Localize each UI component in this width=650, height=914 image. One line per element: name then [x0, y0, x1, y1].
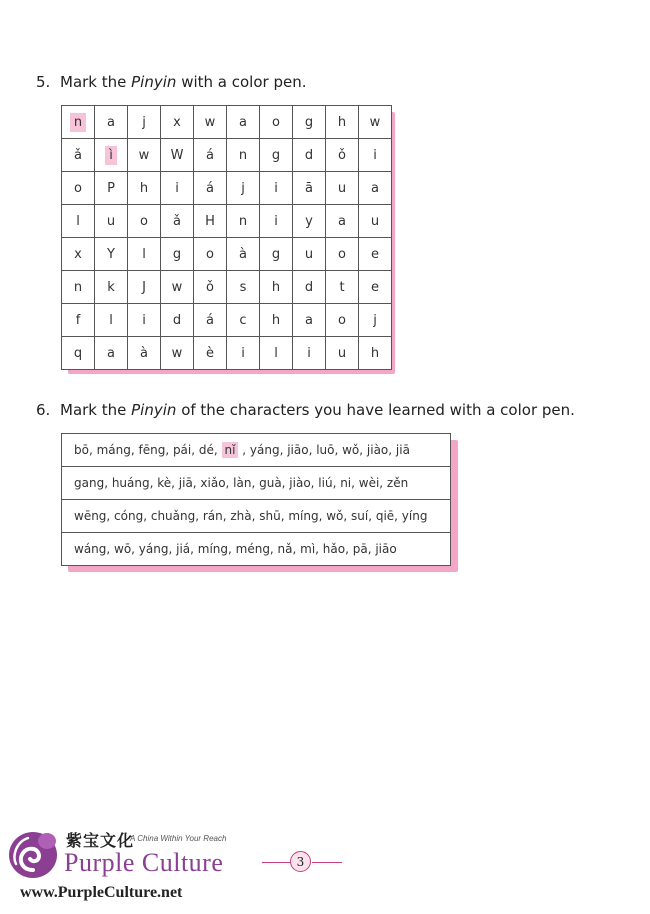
syllable-text: wáng, wō, yáng, jiá, míng, méng, nǎ, mì, hǎo, pā, jiāo	[74, 542, 397, 556]
grid-letter: á	[206, 147, 214, 163]
grid-cell[interactable]	[62, 337, 95, 370]
grid-cell[interactable]	[194, 271, 227, 304]
grid-letter: a	[107, 345, 115, 361]
grid-letter: i	[274, 180, 278, 196]
grid-letter: j	[142, 114, 146, 130]
grid-letter: w	[369, 114, 381, 130]
grid-cell[interactable]	[95, 205, 128, 238]
syllable-text: , yáng, jiāo, luō, wǒ, jiào, jiā	[238, 443, 410, 457]
grid-cell[interactable]	[95, 238, 128, 271]
grid-cell[interactable]	[359, 337, 392, 370]
grid-cell[interactable]	[227, 271, 260, 304]
grid-letter: w	[171, 345, 183, 361]
grid-cell[interactable]	[359, 139, 392, 172]
grid-cell[interactable]	[194, 238, 227, 271]
grid-letter: g	[304, 114, 314, 130]
grid-cell[interactable]	[326, 271, 359, 304]
syllable-row	[62, 500, 451, 533]
grid-cell[interactable]	[95, 106, 128, 139]
grid-cell[interactable]	[359, 238, 392, 271]
grid-letter: a	[338, 213, 346, 229]
grid-cell[interactable]	[128, 271, 161, 304]
question-number: 5.	[36, 73, 51, 91]
swirl-logo-icon	[8, 828, 62, 880]
question-text: of the characters you have learned with a color pen.	[176, 401, 575, 419]
grid-letter: ǎ	[173, 213, 181, 229]
grid-cell[interactable]	[227, 106, 260, 139]
grid-cell[interactable]	[260, 172, 293, 205]
grid-cell[interactable]	[326, 205, 359, 238]
grid-letter: g	[172, 246, 182, 262]
grid-letter: ì	[105, 146, 117, 165]
grid-cell[interactable]	[326, 172, 359, 205]
grid-letter: l	[109, 312, 113, 328]
grid-letter: n	[73, 279, 83, 295]
grid-cell[interactable]	[62, 205, 95, 238]
grid-cell[interactable]	[359, 271, 392, 304]
grid-cell[interactable]	[161, 172, 194, 205]
grid-cell[interactable]	[95, 139, 128, 172]
grid-cell[interactable]	[260, 238, 293, 271]
syllable-cell[interactable]	[62, 533, 451, 566]
grid-letter: è	[206, 345, 214, 361]
syllable-text: wēng, cóng, chuǎng, rán, zhà, shū, míng, wǒ, suí, qiē, yíng	[74, 509, 428, 523]
grid-cell[interactable]	[227, 205, 260, 238]
grid-letter: n	[238, 213, 248, 229]
grid-letter: á	[206, 312, 214, 328]
logo-name: Purple Culture	[64, 848, 224, 877]
grid-row	[62, 337, 392, 370]
grid-row	[62, 271, 392, 304]
grid-cell[interactable]	[359, 172, 392, 205]
grid-cell[interactable]	[227, 172, 260, 205]
grid-letter: j	[241, 180, 245, 196]
grid-cell[interactable]	[95, 337, 128, 370]
grid-letter: l	[76, 213, 80, 229]
syllable-cell[interactable]	[62, 434, 451, 467]
grid-letter: ǒ	[206, 279, 214, 295]
grid-letter: s	[239, 279, 247, 295]
grid-letter: y	[305, 213, 313, 229]
grid-letter: t	[339, 279, 345, 295]
syllable-list-table	[61, 433, 451, 566]
syllable-text: gang, huáng, kè, jiā, xiǎo, làn, guà, jiào, liú, ni, wèi, zěn	[74, 476, 409, 490]
grid-letter: i	[307, 345, 311, 361]
grid-row	[62, 304, 392, 337]
grid-cell[interactable]	[326, 238, 359, 271]
grid-cell[interactable]	[293, 271, 326, 304]
grid-letter: h	[370, 345, 380, 361]
grid-letter: i	[175, 180, 179, 196]
grid-letter: h	[139, 180, 149, 196]
question-number: 6.	[36, 401, 51, 419]
grid-cell[interactable]	[62, 304, 95, 337]
grid-cell[interactable]	[359, 304, 392, 337]
grid-letter: H	[205, 213, 215, 229]
grid-letter: x	[74, 246, 82, 262]
grid-cell[interactable]	[62, 106, 95, 139]
question-italic: Pinyin	[131, 73, 177, 91]
grid-letter: o	[272, 114, 280, 130]
grid-letter: a	[371, 180, 379, 196]
syllable-row	[62, 467, 451, 500]
grid-cell[interactable]	[326, 304, 359, 337]
grid-letter: ā	[305, 180, 313, 196]
grid-letter: d	[304, 147, 314, 163]
grid-letter: j	[373, 312, 377, 328]
grid-cell[interactable]	[194, 337, 227, 370]
grid-letter: u	[370, 213, 380, 229]
grid-letter: Y	[107, 246, 115, 262]
grid-letter: u	[304, 246, 314, 262]
grid-letter: ǎ	[74, 147, 82, 163]
grid-cell[interactable]	[62, 172, 95, 205]
grid-cell[interactable]	[95, 172, 128, 205]
syllable-cell[interactable]	[62, 467, 451, 500]
grid-letter: e	[371, 279, 379, 295]
grid-cell[interactable]	[128, 337, 161, 370]
grid-cell[interactable]	[227, 139, 260, 172]
grid-letter: k	[107, 279, 115, 295]
grid-letter: i	[373, 147, 377, 163]
grid-letter: o	[206, 246, 214, 262]
pinyin-letter-grid	[61, 105, 388, 367]
grid-cell[interactable]	[194, 205, 227, 238]
grid-letter: o	[338, 312, 346, 328]
highlighted-syllable: nǐ	[222, 442, 239, 458]
question-text: Mark the	[60, 401, 132, 419]
grid-cell[interactable]	[128, 238, 161, 271]
grid-cell[interactable]	[260, 337, 293, 370]
grid-letter: ǒ	[338, 147, 346, 163]
grid-cell[interactable]	[359, 106, 392, 139]
grid-letter: w	[171, 279, 183, 295]
grid-letter: n	[70, 113, 86, 132]
page-number-line-right	[312, 862, 342, 863]
grid-cell[interactable]	[128, 106, 161, 139]
grid-letter: u	[337, 345, 347, 361]
grid-cell[interactable]	[293, 205, 326, 238]
grid-cell[interactable]	[293, 337, 326, 370]
grid-cell[interactable]	[161, 304, 194, 337]
grid-letter: d	[304, 279, 314, 295]
grid-letter: q	[73, 345, 83, 361]
logo-chinese-text: 紫宝文化	[66, 831, 135, 850]
grid-cell[interactable]	[194, 304, 227, 337]
grid-row	[62, 172, 392, 205]
grid-letter: u	[106, 213, 116, 229]
page-number: 3	[290, 851, 311, 872]
grid-cell[interactable]	[293, 304, 326, 337]
grid-letter: g	[271, 147, 281, 163]
purple-culture-logo	[8, 826, 248, 906]
syllable-cell[interactable]	[62, 500, 451, 533]
grid-cell[interactable]	[260, 271, 293, 304]
grid-letter: n	[238, 147, 248, 163]
grid-row	[62, 139, 392, 172]
grid-cell[interactable]	[161, 337, 194, 370]
grid-letter: h	[271, 279, 281, 295]
question-italic: Pinyin	[131, 401, 177, 419]
grid-letter: i	[241, 345, 245, 361]
grid-letter: W	[170, 147, 184, 163]
grid-letter: e	[371, 246, 379, 262]
question-5-title	[36, 73, 306, 91]
grid-cell[interactable]	[95, 271, 128, 304]
question-text: with a color pen.	[176, 73, 307, 91]
grid-letter: x	[173, 114, 181, 130]
grid-letter: J	[142, 279, 146, 295]
grid-letter: o	[140, 213, 148, 229]
grid-letter: w	[138, 147, 150, 163]
grid-letter: c	[239, 312, 247, 328]
grid-cell[interactable]	[161, 106, 194, 139]
grid-cell[interactable]	[293, 172, 326, 205]
grid-cell[interactable]	[161, 139, 194, 172]
grid-row	[62, 238, 392, 271]
grid-cell[interactable]	[260, 106, 293, 139]
grid-letter: a	[305, 312, 313, 328]
question-6-title	[36, 401, 575, 419]
grid-cell[interactable]	[161, 205, 194, 238]
grid-letter: f	[75, 312, 81, 328]
grid-cell[interactable]	[128, 172, 161, 205]
question-text: Mark the	[60, 73, 132, 91]
grid-letter: à	[140, 345, 148, 361]
grid-cell[interactable]	[62, 238, 95, 271]
grid-letter: P	[107, 180, 115, 196]
grid-cell[interactable]	[359, 205, 392, 238]
grid-cell[interactable]	[194, 139, 227, 172]
grid-letter: á	[206, 180, 214, 196]
grid-row	[62, 106, 392, 139]
grid-cell[interactable]	[227, 337, 260, 370]
syllable-row	[62, 434, 451, 467]
syllable-text: bō, máng, fēng, pái, dé,	[74, 443, 222, 457]
grid-letter: i	[142, 312, 146, 328]
grid-cell[interactable]	[128, 205, 161, 238]
grid-letter: l	[142, 246, 146, 262]
grid-cell[interactable]	[293, 139, 326, 172]
grid-letter: u	[337, 180, 347, 196]
grid-letter: o	[74, 180, 82, 196]
grid-cell[interactable]	[293, 106, 326, 139]
grid-cell[interactable]	[128, 139, 161, 172]
grid-cell[interactable]	[260, 205, 293, 238]
grid-letter: w	[204, 114, 216, 130]
grid-letter: g	[271, 246, 281, 262]
logo-tagline: A China Within Your Reach	[130, 834, 227, 843]
grid-cell[interactable]	[62, 139, 95, 172]
grid-cell[interactable]	[128, 304, 161, 337]
grid-cell[interactable]	[326, 106, 359, 139]
grid-letter: à	[239, 246, 247, 262]
syllable-list	[61, 433, 451, 565]
grid-letter: l	[274, 345, 278, 361]
logo-url: www.PurpleCulture.net	[20, 884, 183, 901]
grid-cell[interactable]	[161, 238, 194, 271]
grid-cell[interactable]	[227, 238, 260, 271]
grid-cell[interactable]	[260, 139, 293, 172]
grid-letter: a	[107, 114, 115, 130]
syllable-row	[62, 533, 451, 566]
grid-cell[interactable]	[161, 271, 194, 304]
grid-cell[interactable]	[260, 304, 293, 337]
grid-cell[interactable]	[227, 304, 260, 337]
grid-row	[62, 205, 392, 238]
grid-cell[interactable]	[62, 271, 95, 304]
grid-cell[interactable]	[194, 106, 227, 139]
grid-cell[interactable]	[293, 238, 326, 271]
grid-cell[interactable]	[326, 139, 359, 172]
grid-cell[interactable]	[326, 337, 359, 370]
grid-letter: d	[172, 312, 182, 328]
grid-letter: a	[239, 114, 247, 130]
grid-cell[interactable]	[95, 304, 128, 337]
grid-letter: h	[337, 114, 347, 130]
grid-letter: o	[338, 246, 346, 262]
letter-grid-table	[61, 105, 392, 370]
grid-letter: h	[271, 312, 281, 328]
page-number-line-left	[262, 862, 290, 863]
grid-cell[interactable]	[194, 172, 227, 205]
grid-letter: i	[274, 213, 278, 229]
